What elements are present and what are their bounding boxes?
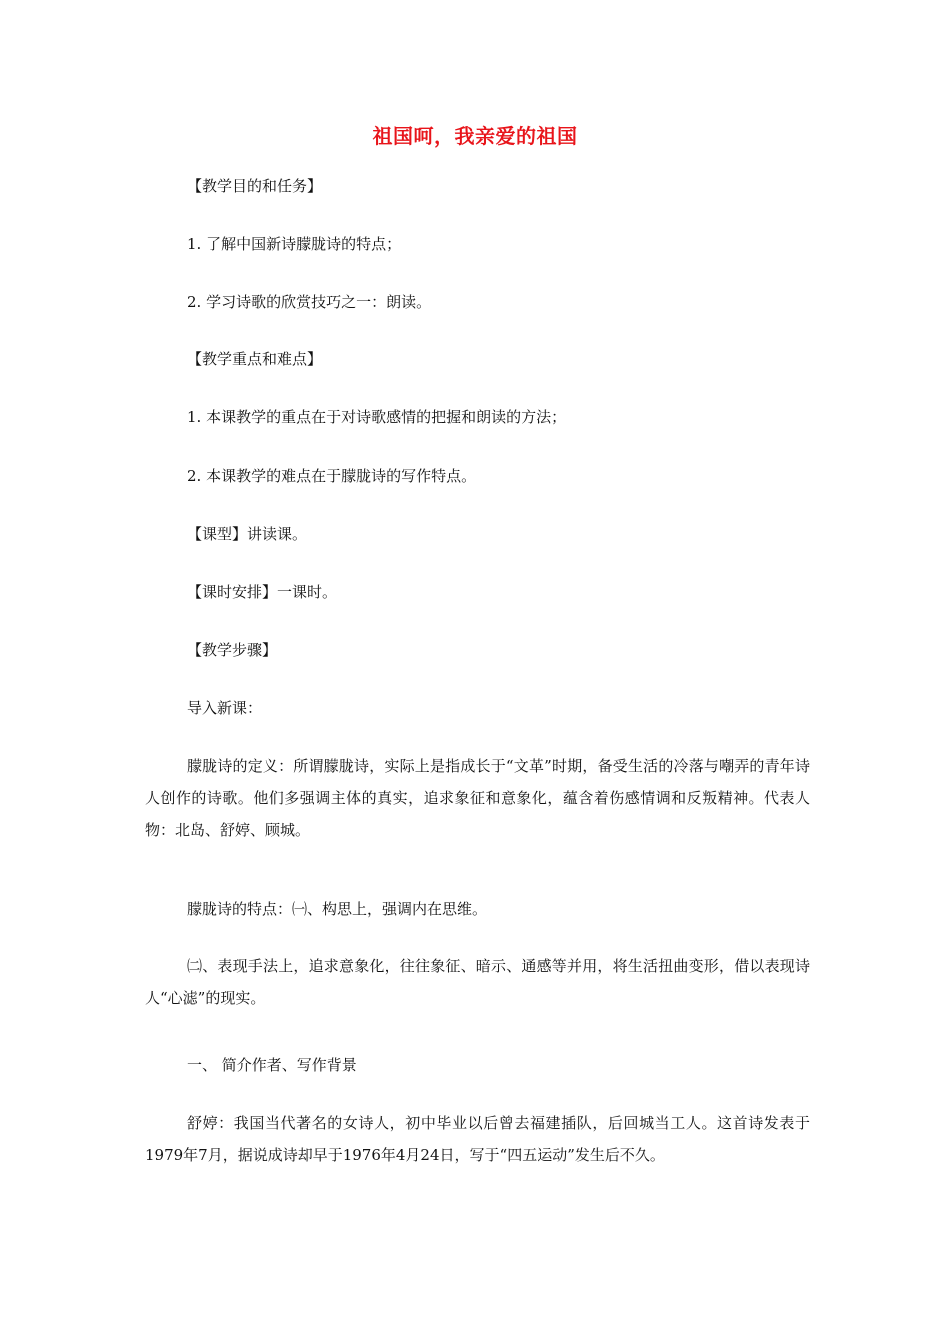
document-title: 祖国呵，我亲爱的祖国 (372, 124, 578, 148)
steps-heading: 【教学步骤】 (187, 641, 278, 659)
definition-paragraph: 朦胧诗的定义：所谓朦胧诗，实际上是指成长于“文革”时期，备受生活的冷落与嘲弄的青年诗人创作的诗歌。他们多强调主体的真实，追求象征和意象化，蕴含着伤感情调和反叛精神。代表人物：北岛、舒婷、顾城。 (145, 757, 810, 839)
intro-label: 导入新课： (187, 699, 263, 717)
lesson-type: 【课型】讲读课。 (187, 525, 308, 543)
time-arrangement: 【课时安排】一课时。 (187, 583, 338, 601)
objective-item-2: 2. 学习诗歌的欣赏技巧之一：朗读。 (187, 293, 432, 311)
key-point-item-1: 1. 本课教学的重点在于对诗歌感情的把握和朗读的方法； (187, 408, 567, 426)
objectives-heading: 【教学目的和任务】 (187, 177, 323, 195)
objective-item-1: 1. 了解中国新诗朦胧诗的特点； (187, 235, 402, 253)
section-one-heading: 一、 简介作者、写作背景 (187, 1056, 357, 1074)
feature-item-1: 朦胧诗的特点：㈠、构思上，强调内在思维。 (187, 900, 488, 918)
feature-item-2-paragraph: ㈡、表现手法上，追求意象化，往往象征、暗示、通感等并用，将生活扭曲变形，借以表现诗人“心滤”的现实。 (145, 957, 810, 1007)
key-point-item-2: 2. 本课教学的难点在于朦胧诗的写作特点。 (187, 467, 477, 485)
key-points-heading: 【教学重点和难点】 (187, 350, 323, 368)
author-paragraph: 舒婷：我国当代著名的女诗人，初中毕业以后曾去福建插队，后回城当工人。这首诗发表于1979年7月，据说成诗却早于1976年4月24日，写于“四五运动”发生后不久。 (145, 1114, 810, 1164)
